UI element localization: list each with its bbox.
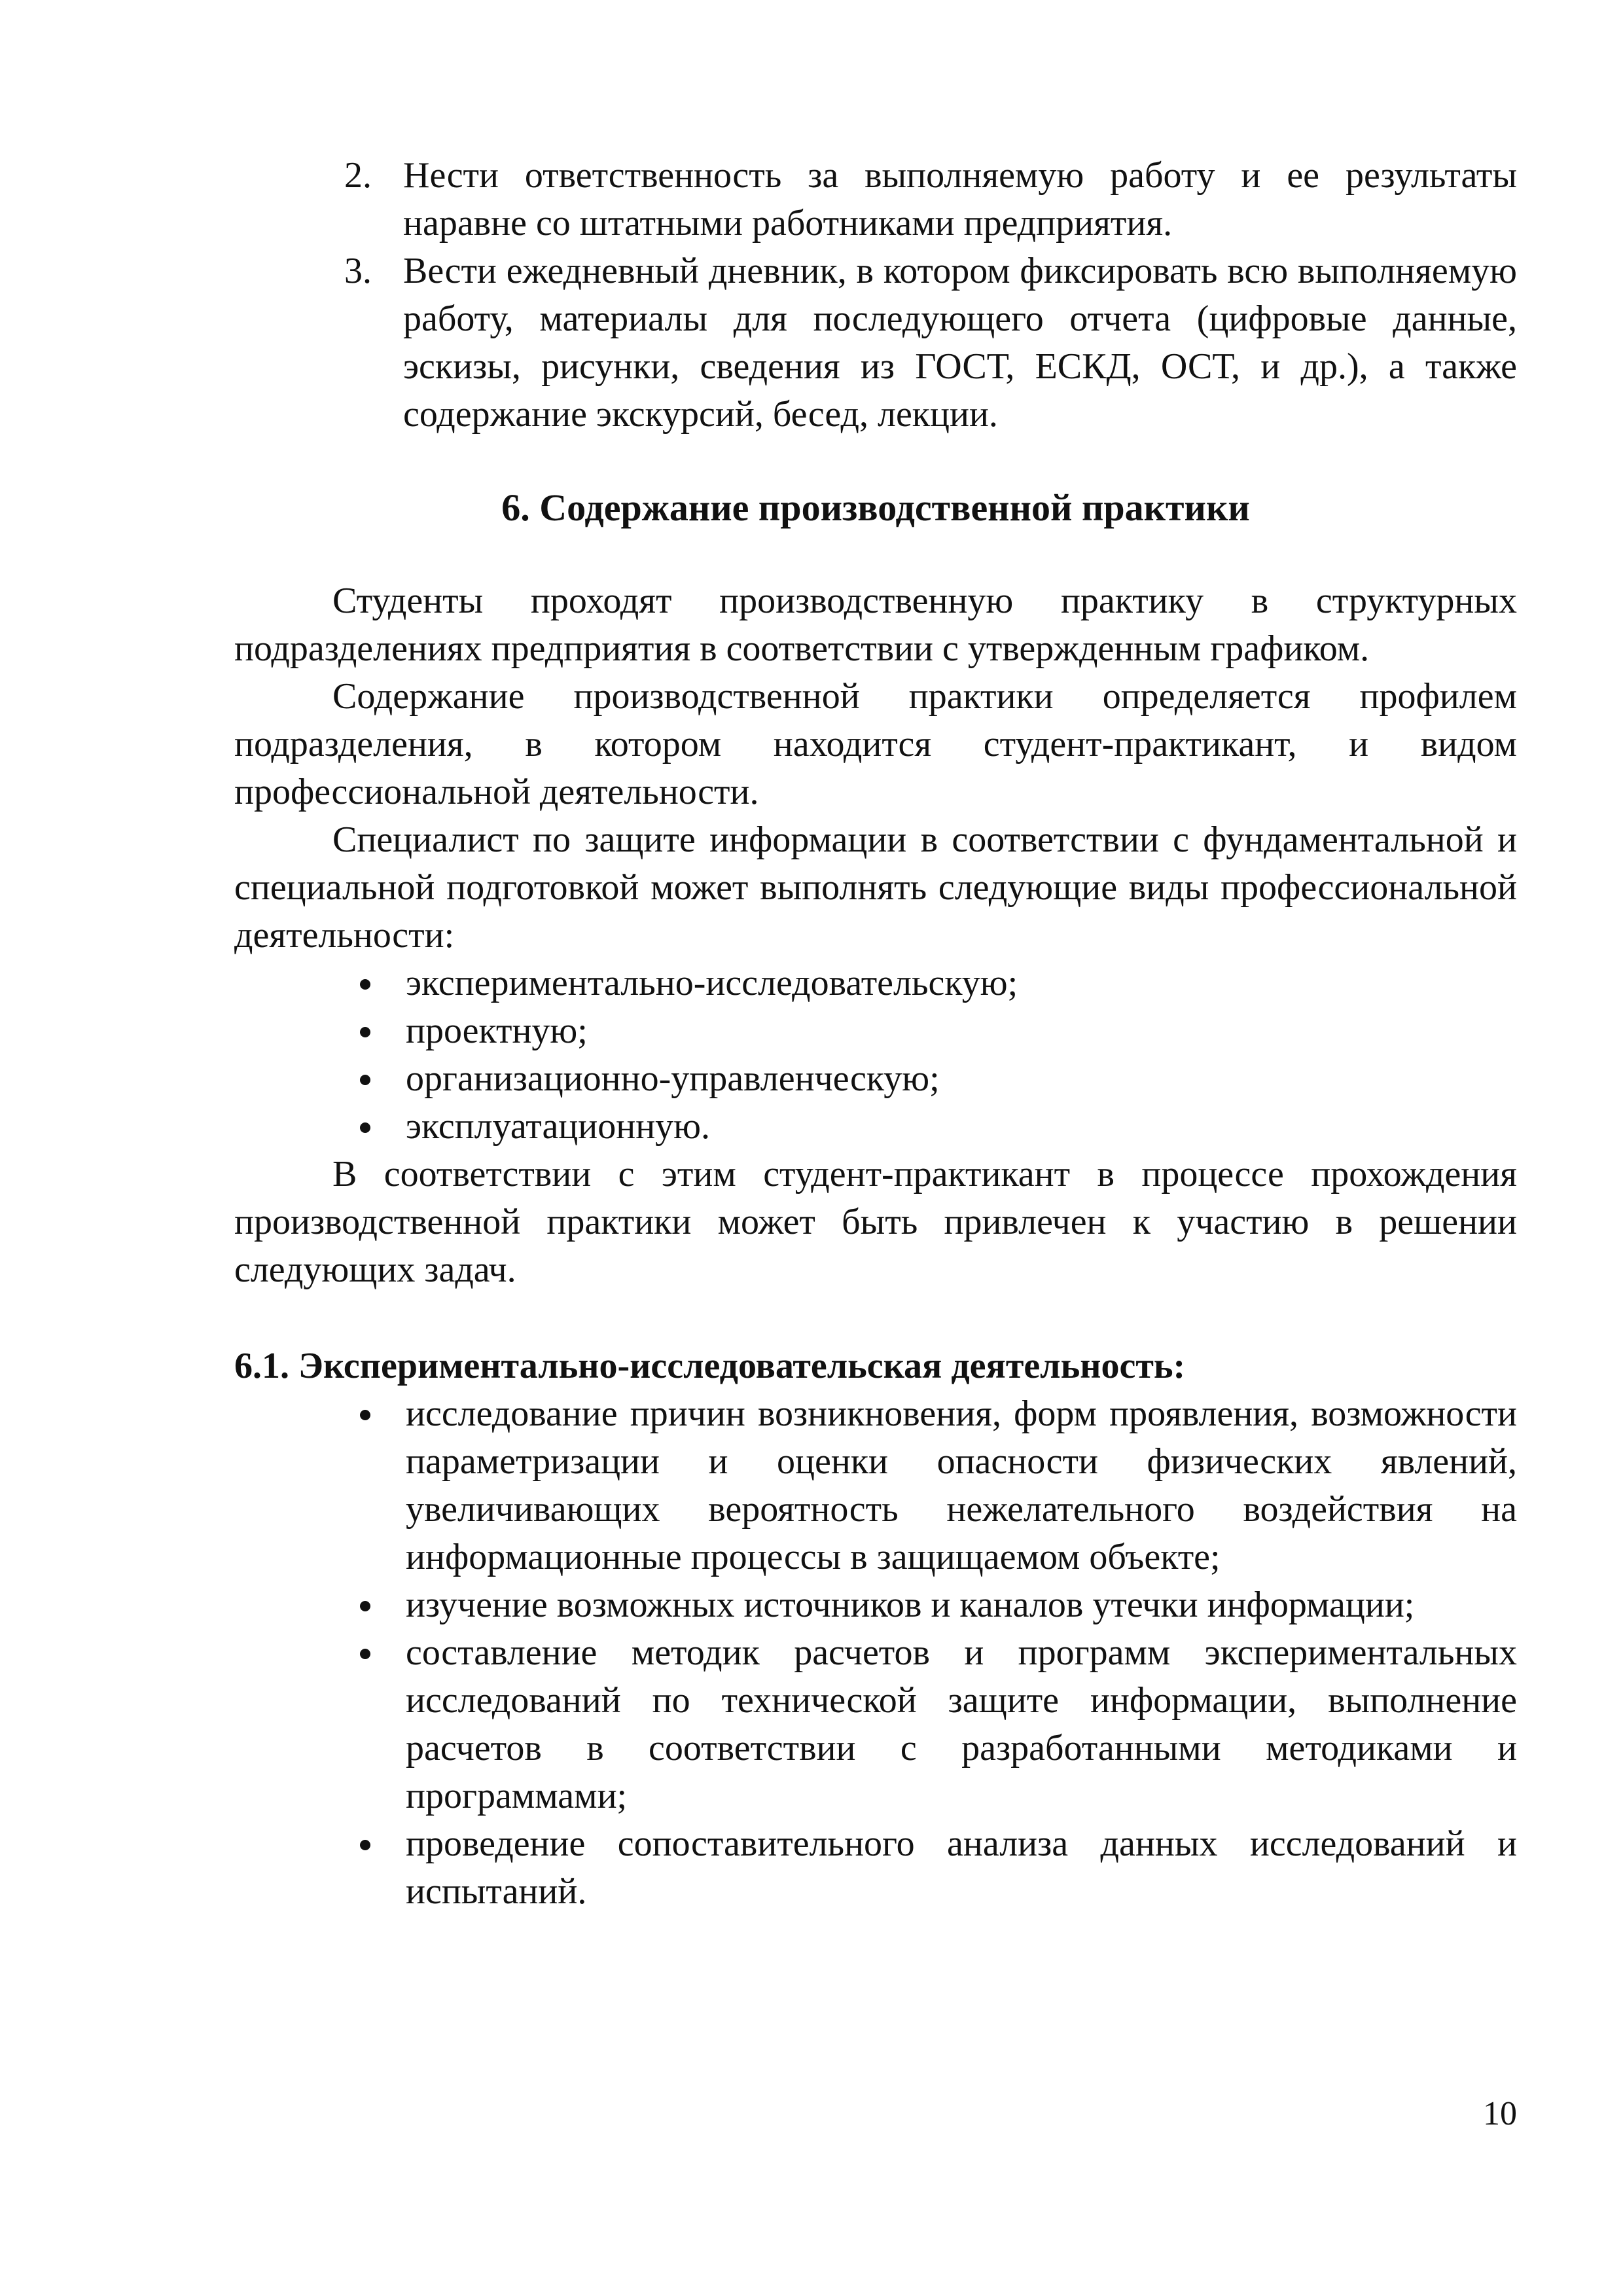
page-number: 10 bbox=[1483, 2095, 1517, 2132]
item-number: 3. bbox=[344, 251, 372, 291]
list-item bbox=[234, 1581, 1517, 1629]
item-number: 2. bbox=[344, 155, 372, 196]
list-item-text: составление методик расчетов и программ экспериментальных исследований по технической защите информации, выполнение расчетов в соответствии с разработанными методиками и программами; bbox=[406, 1632, 1517, 1816]
bullet-icon bbox=[360, 1027, 370, 1037]
bullet-icon bbox=[360, 1601, 370, 1611]
numbered-list bbox=[234, 152, 1517, 439]
research-tasks-list bbox=[234, 1390, 1517, 1916]
list-item bbox=[234, 1629, 1517, 1820]
numbered-item bbox=[234, 152, 1517, 247]
list-item-text: исследование причин возникновения, форм проявления, возможности параметризации и оценки опасности физических явлений, увеличивающих вероятность нежелательного воздействия на информационные процессы в защищаемом объекте; bbox=[406, 1393, 1517, 1577]
list-item-text: проектную; bbox=[406, 1011, 588, 1051]
activity-types-list bbox=[234, 960, 1517, 1151]
item-text: Вести ежедневный дневник, в котором фиксировать всю выполняемую работу, материалы для последующего отчета (цифровые данные, эскизы, рисунки, сведения из ГОСТ, ЕСКД, ОСТ, и др.), а также содержание экскурсий, бесед, лекции. bbox=[403, 251, 1517, 435]
list-item bbox=[234, 960, 1517, 1007]
item-text: Нести ответственность за выполняемую работу и ее результаты наравне со штатными работниками предприятия. bbox=[403, 155, 1517, 243]
list-item-text: организационно-управленческую; bbox=[406, 1058, 940, 1099]
subsection-heading: 6.1. Экспериментально-исследовательская деятельность: bbox=[234, 1346, 1186, 1386]
paragraph: Содержание производственной практики определяется профилем подразделения, в котором находится студент-практикант, и видом профессиональной деятельности. bbox=[234, 676, 1517, 812]
list-item bbox=[234, 1820, 1517, 1916]
bullet-icon bbox=[360, 1410, 370, 1420]
paragraph: В соответствии с этим студент-практикант в процессе прохождения производственной практики может быть привлечен к участию в решении следующих задач. bbox=[234, 1154, 1517, 1290]
list-item-text: проведение сопоставительного анализа данных исследований и испытаний. bbox=[406, 1823, 1517, 1912]
bullet-icon bbox=[360, 1840, 370, 1850]
section-heading: 6. Содержание производственной практики bbox=[501, 486, 1250, 529]
bullet-icon bbox=[360, 1649, 370, 1659]
list-item-text: эксплуатационную. bbox=[406, 1106, 711, 1147]
list-item bbox=[234, 1390, 1517, 1581]
list-item bbox=[234, 1103, 1517, 1151]
bullet-icon bbox=[360, 1075, 370, 1085]
bullet-icon bbox=[360, 979, 370, 990]
list-item bbox=[234, 1007, 1517, 1055]
paragraph: Студенты проходят производственную практику в структурных подразделениях предприятия в соответствии с утвержденным графиком. bbox=[234, 581, 1517, 669]
paragraph: Специалист по защите информации в соответствии с фундаментальной и специальной подготовкой может выполнять следующие виды профессиональной деятельности: bbox=[234, 819, 1517, 956]
list-item-text: изучение возможных источников и каналов утечки информации; bbox=[406, 1585, 1415, 1625]
page-content bbox=[234, 152, 1517, 1916]
bullet-icon bbox=[360, 1122, 370, 1133]
numbered-item bbox=[234, 247, 1517, 439]
list-item bbox=[234, 1055, 1517, 1103]
list-item-text: экспериментально-исследовательскую; bbox=[406, 963, 1018, 1003]
